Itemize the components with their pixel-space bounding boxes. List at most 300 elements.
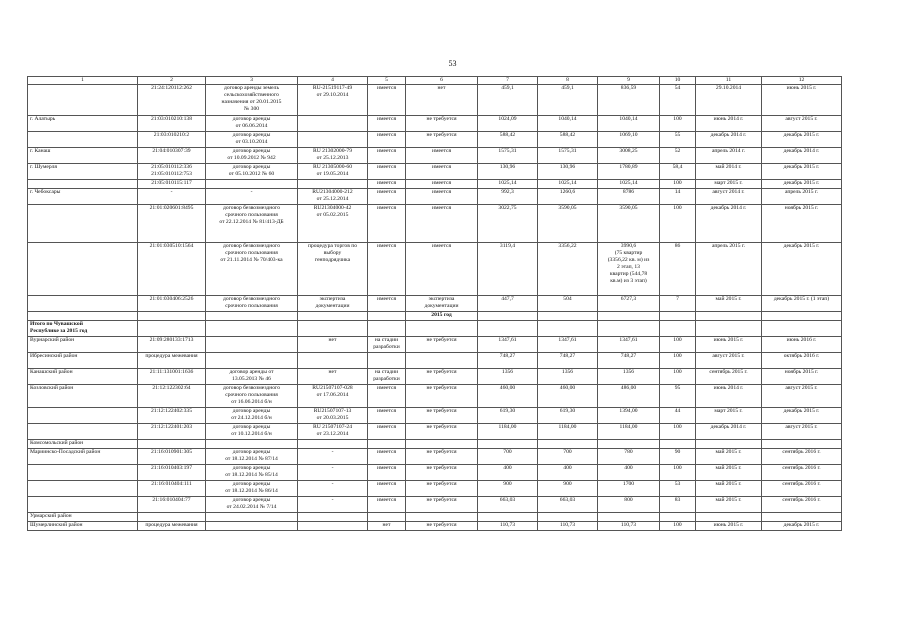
table-cell (206, 353, 298, 369)
table-cell: 1040,14 (538, 116, 598, 132)
table-cell: договор безвозмездного срочного пользования от 22.12.2014 № 81/413-ДБ (206, 205, 298, 243)
table-cell: договор аренды от 18.12.2014 № 87/14 (206, 449, 298, 465)
table-row (28, 296, 842, 312)
column-number-cell: 7 (478, 77, 538, 85)
table-cell: 1184,00 (478, 424, 538, 440)
table-cell: имеется (368, 424, 406, 440)
table-cell: не требуется (406, 408, 478, 424)
table-cell: 1356 (478, 369, 538, 385)
table-row (28, 385, 842, 408)
table-cell: имеется (368, 497, 406, 513)
table-cell (406, 321, 478, 337)
table-cell: 110,73 (538, 522, 598, 531)
table-cell: имеется (368, 408, 406, 424)
table-row (28, 321, 842, 337)
table-cell: 1025,14 (598, 180, 660, 189)
table-cell: договор безвозмездного срочного пользования от 16.06.2014 б/н (206, 385, 298, 408)
table-cell: г. Чебоксары (28, 189, 138, 205)
table-cell: ноябрь 2015 г. (762, 205, 842, 243)
table-cell: не требуется (406, 465, 478, 481)
table-cell: 21:05:010115:117 (138, 180, 206, 189)
table-cell: декабрь 2014 г. (762, 148, 842, 164)
table-cell: 748,27 (598, 353, 660, 369)
table-cell: 21:16:010404:111 (138, 481, 206, 497)
table-cell: 486,00 (598, 385, 660, 408)
table-cell: Вурнарский район (28, 337, 138, 353)
table-cell: апрель 2015 г. (696, 243, 762, 296)
table-cell: нет (406, 85, 478, 116)
table-cell: декабрь 2015 г. (762, 132, 842, 148)
table-cell: договор аренды от 10.12.2014 б/н (206, 424, 298, 440)
table-cell: 21:12:122402:335 (138, 408, 206, 424)
table-cell (660, 312, 696, 321)
table-cell (298, 116, 368, 132)
table-cell: 400 (598, 465, 660, 481)
table-cell (368, 513, 406, 522)
table-cell: август 2014 г. (696, 189, 762, 205)
table-cell (206, 180, 298, 189)
table-cell: декабрь 2015 г. (762, 243, 842, 296)
table-cell: сентябрь 2016 г. (762, 465, 842, 481)
table-cell: 100 (660, 353, 696, 369)
table-cell (598, 321, 660, 337)
table-cell: не требуется (406, 116, 478, 132)
table-row (28, 440, 842, 449)
column-number-cell: 8 (538, 77, 598, 85)
column-number-cell: 12 (762, 77, 842, 85)
table-cell (298, 513, 368, 522)
table-cell: 588,42 (538, 132, 598, 148)
table-cell: 21:01:020601:8495 (138, 205, 206, 243)
table-cell: нет (368, 522, 406, 531)
table-cell (206, 312, 298, 321)
table-cell: не требуется (406, 369, 478, 385)
table-cell (28, 243, 138, 296)
table-row (28, 522, 842, 531)
table-cell (696, 321, 762, 337)
table-cell (206, 440, 298, 449)
table-cell (138, 440, 206, 449)
table-cell: 29.10.2014 (696, 85, 762, 116)
table-cell: имеется (406, 164, 478, 180)
table-cell: 1780,89 (598, 164, 660, 180)
table-cell: - (206, 189, 298, 205)
table-cell: имеется (368, 465, 406, 481)
table-cell (598, 513, 660, 522)
table-cell: 836,59 (598, 85, 660, 116)
column-number-cell: 11 (696, 77, 762, 85)
table-cell: сентябрь 2016 г. (762, 449, 842, 465)
table-row (28, 132, 842, 148)
table-cell: август 2015 г. (762, 385, 842, 408)
table-cell: май 2015 г. (696, 497, 762, 513)
table-cell: 21:12:122401:203 (138, 424, 206, 440)
table-cell: имеется (406, 243, 478, 296)
table-cell: договор аренды от 05.10.2012 № 60 (206, 164, 298, 180)
table-cell: 1347,61 (478, 337, 538, 353)
column-number-cell: 4 (298, 77, 368, 85)
table-cell: июнь 2015 г. (696, 522, 762, 531)
table-cell: ноябрь 2015 г. (762, 369, 842, 385)
table-cell: 21:05:010112:336 21:05:010112:753 (138, 164, 206, 180)
table-cell (598, 440, 660, 449)
table-cell: 3022,75 (478, 205, 538, 243)
table-cell (368, 312, 406, 321)
column-number-row (28, 77, 842, 85)
table-cell (28, 180, 138, 189)
table-cell: 44 (660, 408, 696, 424)
table-cell: Комсомольский район (28, 440, 138, 449)
table-cell (28, 132, 138, 148)
table-cell (660, 513, 696, 522)
column-number-cell: 2 (138, 77, 206, 85)
table-cell: г. Канаш (28, 148, 138, 164)
table-cell: экспертиза документации (406, 296, 478, 312)
table-cell: процедура торгов по выбору генподрядчика (298, 243, 368, 296)
table-row (28, 312, 842, 321)
table-cell (478, 513, 538, 522)
table-cell (538, 440, 598, 449)
table-cell: 1700 (598, 481, 660, 497)
table-row (28, 449, 842, 465)
table-cell: г. Алатырь (28, 116, 138, 132)
table-cell: 100 (660, 369, 696, 385)
table-cell: 663,03 (538, 497, 598, 513)
table-cell: процедура межевания (138, 522, 206, 531)
table-cell: 748,27 (538, 353, 598, 369)
table-cell: нет (298, 337, 368, 353)
table-cell: 95 (660, 385, 696, 408)
table-cell: 588,42 (478, 132, 538, 148)
table-row (28, 180, 842, 189)
table-cell (206, 337, 298, 353)
table-cell: не требуется (406, 385, 478, 408)
table-row (28, 85, 842, 116)
table-cell: декабрь 2015 г. (762, 522, 842, 531)
table-cell: 1575,31 (538, 148, 598, 164)
table-cell: 748,27 (478, 353, 538, 369)
table-cell: 21:16:010403:197 (138, 465, 206, 481)
table-cell: договор аренды от 18.12.2014 № 85/14 (206, 465, 298, 481)
table-cell: не требуется (406, 449, 478, 465)
table-cell: не требуется (406, 481, 478, 497)
table-cell: сентябрь 2015 г. (696, 369, 762, 385)
table-cell: 1394,00 (598, 408, 660, 424)
table-cell: декабрь 2015 г. (762, 164, 842, 180)
table-cell: RU 21507107-24 от 23.12.2014 (298, 424, 368, 440)
table-cell: имеется (368, 189, 406, 205)
table-cell: 780 (598, 449, 660, 465)
table-cell (298, 440, 368, 449)
table-cell: имеется (368, 385, 406, 408)
table-cell: г. Шумерля (28, 164, 138, 180)
table-cell: 21:01:030406:2526 (138, 296, 206, 312)
table-cell: имеется (368, 132, 406, 148)
table-cell: имеется (368, 205, 406, 243)
table-cell (28, 296, 138, 312)
table-cell (298, 353, 368, 369)
table-cell: 1024,09 (478, 116, 538, 132)
table-cell: имеется (406, 180, 478, 189)
table-cell (28, 312, 138, 321)
table-cell: имеется (368, 116, 406, 132)
table-row (28, 481, 842, 497)
table-cell (538, 312, 598, 321)
table-cell: декабрь 2015 г. (762, 180, 842, 189)
table-cell: 54 (660, 85, 696, 116)
table-cell: не требуется (406, 337, 478, 353)
table-cell: 3119,4 (478, 243, 538, 296)
table-cell: процедура межевания (138, 353, 206, 369)
table-cell (660, 321, 696, 337)
table-cell (762, 513, 842, 522)
table-cell: 21:09:280133:1713 (138, 337, 206, 353)
table-cell: 100 (660, 522, 696, 531)
table-cell (696, 513, 762, 522)
table-cell: 21:16:010404:77 (138, 497, 206, 513)
table-cell: 110,73 (478, 522, 538, 531)
table-cell: 400 (478, 465, 538, 481)
table-cell: июнь 2016 г. (762, 337, 842, 353)
table-cell (406, 440, 478, 449)
table-cell: 100 (660, 205, 696, 243)
table-cell (478, 312, 538, 321)
table-cell: август 2015 г. (696, 353, 762, 369)
table-cell: май 2015 г. (696, 449, 762, 465)
table-cell: 619,30 (538, 408, 598, 424)
table-cell: 663,03 (478, 497, 538, 513)
table-cell: 3008,25 (598, 148, 660, 164)
table-cell: 100 (660, 116, 696, 132)
table-cell: не требуется (406, 132, 478, 148)
table-cell: 1356 (598, 369, 660, 385)
table-cell: Итого по Чувашской Республике за 2015 год (28, 321, 138, 337)
table-cell (696, 440, 762, 449)
table-cell: 86 (660, 243, 696, 296)
table-cell: 90 (660, 449, 696, 465)
table-cell: 21:03:010210:138 (138, 116, 206, 132)
table-cell (406, 353, 478, 369)
table-cell: 3356,22 (538, 243, 598, 296)
table-cell: 21:03:010210:2 (138, 132, 206, 148)
table-cell: договор аренды от 06.06.2014 (206, 116, 298, 132)
table-cell: 100 (660, 180, 696, 189)
table-cell: на стадии разработки (368, 369, 406, 385)
table-cell: 130,96 (538, 164, 598, 180)
table-cell: 110,73 (598, 522, 660, 531)
table-cell: 6727,3 (598, 296, 660, 312)
table-cell: 460,00 (478, 385, 538, 408)
table-cell: сентябрь 2016 г. (762, 497, 842, 513)
table-cell: договор безвозмездного срочного пользования от 21.11.2014 № 70/403-ка (206, 243, 298, 296)
column-number-cell: 6 (406, 77, 478, 85)
table-cell: июнь 2014 г. (696, 385, 762, 408)
table-cell: имеется (406, 148, 478, 164)
table-cell: 700 (478, 449, 538, 465)
table-cell: имеется (368, 164, 406, 180)
table-cell (368, 353, 406, 369)
table-cell: 21:16:010901:305 (138, 449, 206, 465)
table-cell: договор безвозмездного срочного пользования (206, 296, 298, 312)
table-cell: 55 (660, 132, 696, 148)
table-cell: RU21304000-212 от 25.12.2014 (298, 189, 368, 205)
table-cell: - (298, 449, 368, 465)
table-cell: 21:01:030510:1564 (138, 243, 206, 296)
table-cell: Ибресинский район (28, 353, 138, 369)
table-cell: имеется (368, 180, 406, 189)
table-cell: 1184,00 (598, 424, 660, 440)
table-cell: декабрь 2014 г. (696, 205, 762, 243)
table-cell: договор аренды от 24.02.2014 № 7/14 (206, 497, 298, 513)
table-cell: 900 (478, 481, 538, 497)
table-cell: март 2015 г. (696, 408, 762, 424)
table-cell: 1025,14 (478, 180, 538, 189)
column-number-cell: 10 (660, 77, 696, 85)
table-cell (298, 522, 368, 531)
table-cell (206, 321, 298, 337)
construction-table (27, 76, 842, 531)
table-cell: 447,7 (478, 296, 538, 312)
table-cell: 53 (660, 481, 696, 497)
column-number-cell: 1 (28, 77, 138, 85)
table-cell: 14 (660, 189, 696, 205)
table-cell: Мариинско-Посадский район (28, 449, 138, 465)
table-cell: 1260,6 (538, 189, 598, 205)
table-cell (368, 440, 406, 449)
table-cell: 2015 год (406, 312, 478, 321)
table-cell: договор аренды от 24.12.2014 б/н (206, 408, 298, 424)
table-cell: RU21304000-42 от 05.02.2015 (298, 205, 368, 243)
column-number-cell: 9 (598, 77, 660, 85)
table-cell: имеется (368, 85, 406, 116)
table-cell: август 2015 г. (762, 424, 842, 440)
table-cell: 992,3 (478, 189, 538, 205)
table-cell: имеется (406, 205, 478, 243)
table-cell: 460,00 (538, 385, 598, 408)
table-cell (298, 321, 368, 337)
table-cell: договор аренды земель сельскохозяйственного назначения от 20.01.2015 № 300 (206, 85, 298, 116)
table-cell: 52 (660, 148, 696, 164)
table-cell (598, 312, 660, 321)
table-cell: август 2015 г. (762, 116, 842, 132)
table-cell (660, 440, 696, 449)
table-cell: декабрь 2015 г. (762, 408, 842, 424)
table-cell: договор аренды от 13.05.2013 № 46 (206, 369, 298, 385)
table-cell: 1347,61 (598, 337, 660, 353)
table-cell: май 2015 г. (696, 465, 762, 481)
table-row (28, 465, 842, 481)
table-row (28, 513, 842, 522)
table-cell: Козловский район (28, 385, 138, 408)
table-cell: сентябрь 2016 г. (762, 481, 842, 497)
table-row (28, 424, 842, 440)
table-cell: октябрь 2016 г. (762, 353, 842, 369)
table-cell: 1069,10 (598, 132, 660, 148)
table-cell (206, 522, 298, 531)
table-row (28, 189, 842, 205)
table-cell: 459,1 (538, 85, 598, 116)
table-cell: RU 21302000-79 от 25.12.2013 (298, 148, 368, 164)
table-cell (298, 132, 368, 148)
table-cell: 459,1 (478, 85, 538, 116)
table-cell (538, 321, 598, 337)
table-cell: имеется (368, 148, 406, 164)
table-row (28, 353, 842, 369)
table-cell (696, 312, 762, 321)
table-cell: май 2014 г. (696, 164, 762, 180)
table-row (28, 164, 842, 180)
table-row (28, 116, 842, 132)
table-cell: 100 (660, 337, 696, 353)
table-cell (298, 312, 368, 321)
table-cell: договор аренды от 03.10.2014 (206, 132, 298, 148)
table-cell: RU21507107-13 от 20.03.2015 (298, 408, 368, 424)
column-number-cell: 5 (368, 77, 406, 85)
table-cell (762, 312, 842, 321)
table-cell: на стадии разработки (368, 337, 406, 353)
table-cell: июнь 2015 г. (762, 85, 842, 116)
table-cell (28, 497, 138, 513)
table-row (28, 408, 842, 424)
table-cell: март 2015 г. (696, 180, 762, 189)
table-cell: 400 (538, 465, 598, 481)
table-cell: - (138, 189, 206, 205)
table-cell (28, 205, 138, 243)
table-cell: 3990,6 (75 квартир (3356,22 кв. м) из 2 этап, 13 квартир (544,78 кв.м) из 3 этап) (598, 243, 660, 296)
table-cell: 7 (660, 296, 696, 312)
column-number-cell: 3 (206, 77, 298, 85)
table-cell: апрель 2014 г. (696, 148, 762, 164)
table-cell: имеется (368, 449, 406, 465)
table-cell: Урмарский район (28, 513, 138, 522)
table-cell: RU 21305000-60 от 19.05.2014 (298, 164, 368, 180)
table-cell (368, 321, 406, 337)
table-cell: - (298, 465, 368, 481)
table-cell: имеется (368, 243, 406, 296)
table-cell: 1347,61 (538, 337, 598, 353)
table-cell: 21:11:131001:1636 (138, 369, 206, 385)
table-cell: имеется (368, 296, 406, 312)
table-cell: RU21507107-028 от 17.06.2014 (298, 385, 368, 408)
table-cell: 504 (538, 296, 598, 312)
table-cell: не требуется (406, 497, 478, 513)
table-cell: 700 (538, 449, 598, 465)
table-cell: 1575,31 (478, 148, 538, 164)
table-cell (138, 312, 206, 321)
table-cell: не требуется (406, 522, 478, 531)
table-cell (28, 424, 138, 440)
table-cell (28, 465, 138, 481)
table-cell (762, 440, 842, 449)
table-cell: 1356 (538, 369, 598, 385)
table-cell: 1025,14 (538, 180, 598, 189)
table-cell: 58,4 (660, 164, 696, 180)
table-cell: 8786 (598, 189, 660, 205)
table-cell: май 2015 г. (696, 481, 762, 497)
table-cell (538, 513, 598, 522)
table-cell: 3590,05 (538, 205, 598, 243)
table-cell: не требуется (406, 424, 478, 440)
table-row (28, 337, 842, 353)
table-cell (28, 85, 138, 116)
table-cell: экспертиза документации (298, 296, 368, 312)
table-cell: 21:12:122302:64 (138, 385, 206, 408)
table-cell (28, 481, 138, 497)
table-cell: - (298, 481, 368, 497)
table-row (28, 243, 842, 296)
table-cell: 100 (660, 424, 696, 440)
table-cell (478, 321, 538, 337)
